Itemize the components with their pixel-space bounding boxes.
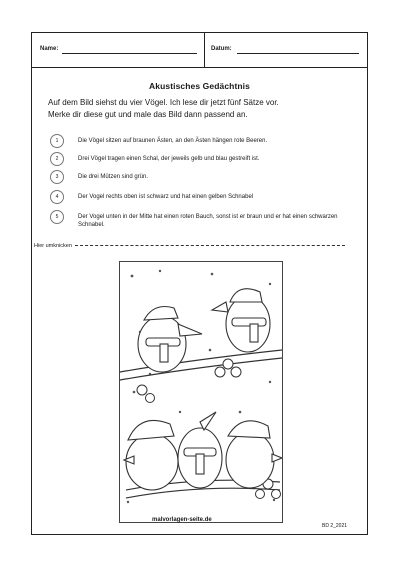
bird-bottom-middle: [178, 412, 222, 488]
date-line[interactable]: [237, 53, 359, 54]
coloring-picture: [119, 261, 283, 523]
intro-line-2: Merke dir diese gut und male das Bild dann passend an.: [48, 110, 248, 119]
footer-code: BD 2_2021: [322, 523, 348, 529]
intro-text: [48, 97, 368, 121]
footer-url: malvorlagen-seite.de: [152, 517, 212, 523]
page-title: Akustisches Gedächtnis: [149, 81, 250, 91]
sentence-text: Drei Vögel tragen einen Schal, der jeweils gelb und blau gestreift ist.: [78, 156, 260, 162]
bird-top-left: [138, 307, 202, 373]
bird-bottom-left: [124, 420, 178, 490]
sentence-number-badge: 2: [50, 152, 64, 166]
intro-line-1: Auf dem Bild siehst du vier Vögel. Ich lese dir jetzt fünf Sätze vor.: [48, 98, 279, 107]
date-label: Datum:: [211, 46, 232, 52]
birds-illustration: [120, 262, 282, 522]
header-row: [32, 33, 367, 68]
name-line[interactable]: [62, 53, 197, 54]
fold-label: Hier umknicken: [34, 243, 72, 249]
sentence-number-badge: 3: [50, 170, 64, 184]
header-divider: [204, 33, 205, 68]
sentence-text: Der Vogel unten in der Mitte hat einen roten Bauch, sonst ist er braun und er hat einen schwarzen Schnabel.: [78, 214, 338, 228]
sentence-text: Der Vogel rechts oben ist schwarz und hat einen gelben Schnabel: [78, 194, 254, 200]
bird-top-right: [212, 289, 270, 352]
fold-dashes: [75, 245, 345, 246]
fold-line: [34, 243, 350, 249]
worksheet-frame: [31, 32, 368, 535]
sentence-number-badge: 4: [50, 190, 64, 204]
bird-bottom-right: [226, 421, 282, 488]
name-label: Name:: [40, 46, 59, 52]
sentence-text: Die Vögel sitzen auf braunen Ästen, an den Ästen hängen rote Beeren.: [78, 138, 268, 144]
sentence-text: Die drei Mützen sind grün.: [78, 174, 149, 180]
sentence-number-badge: 1: [50, 134, 64, 148]
sentence-number-badge: 5: [50, 210, 64, 224]
